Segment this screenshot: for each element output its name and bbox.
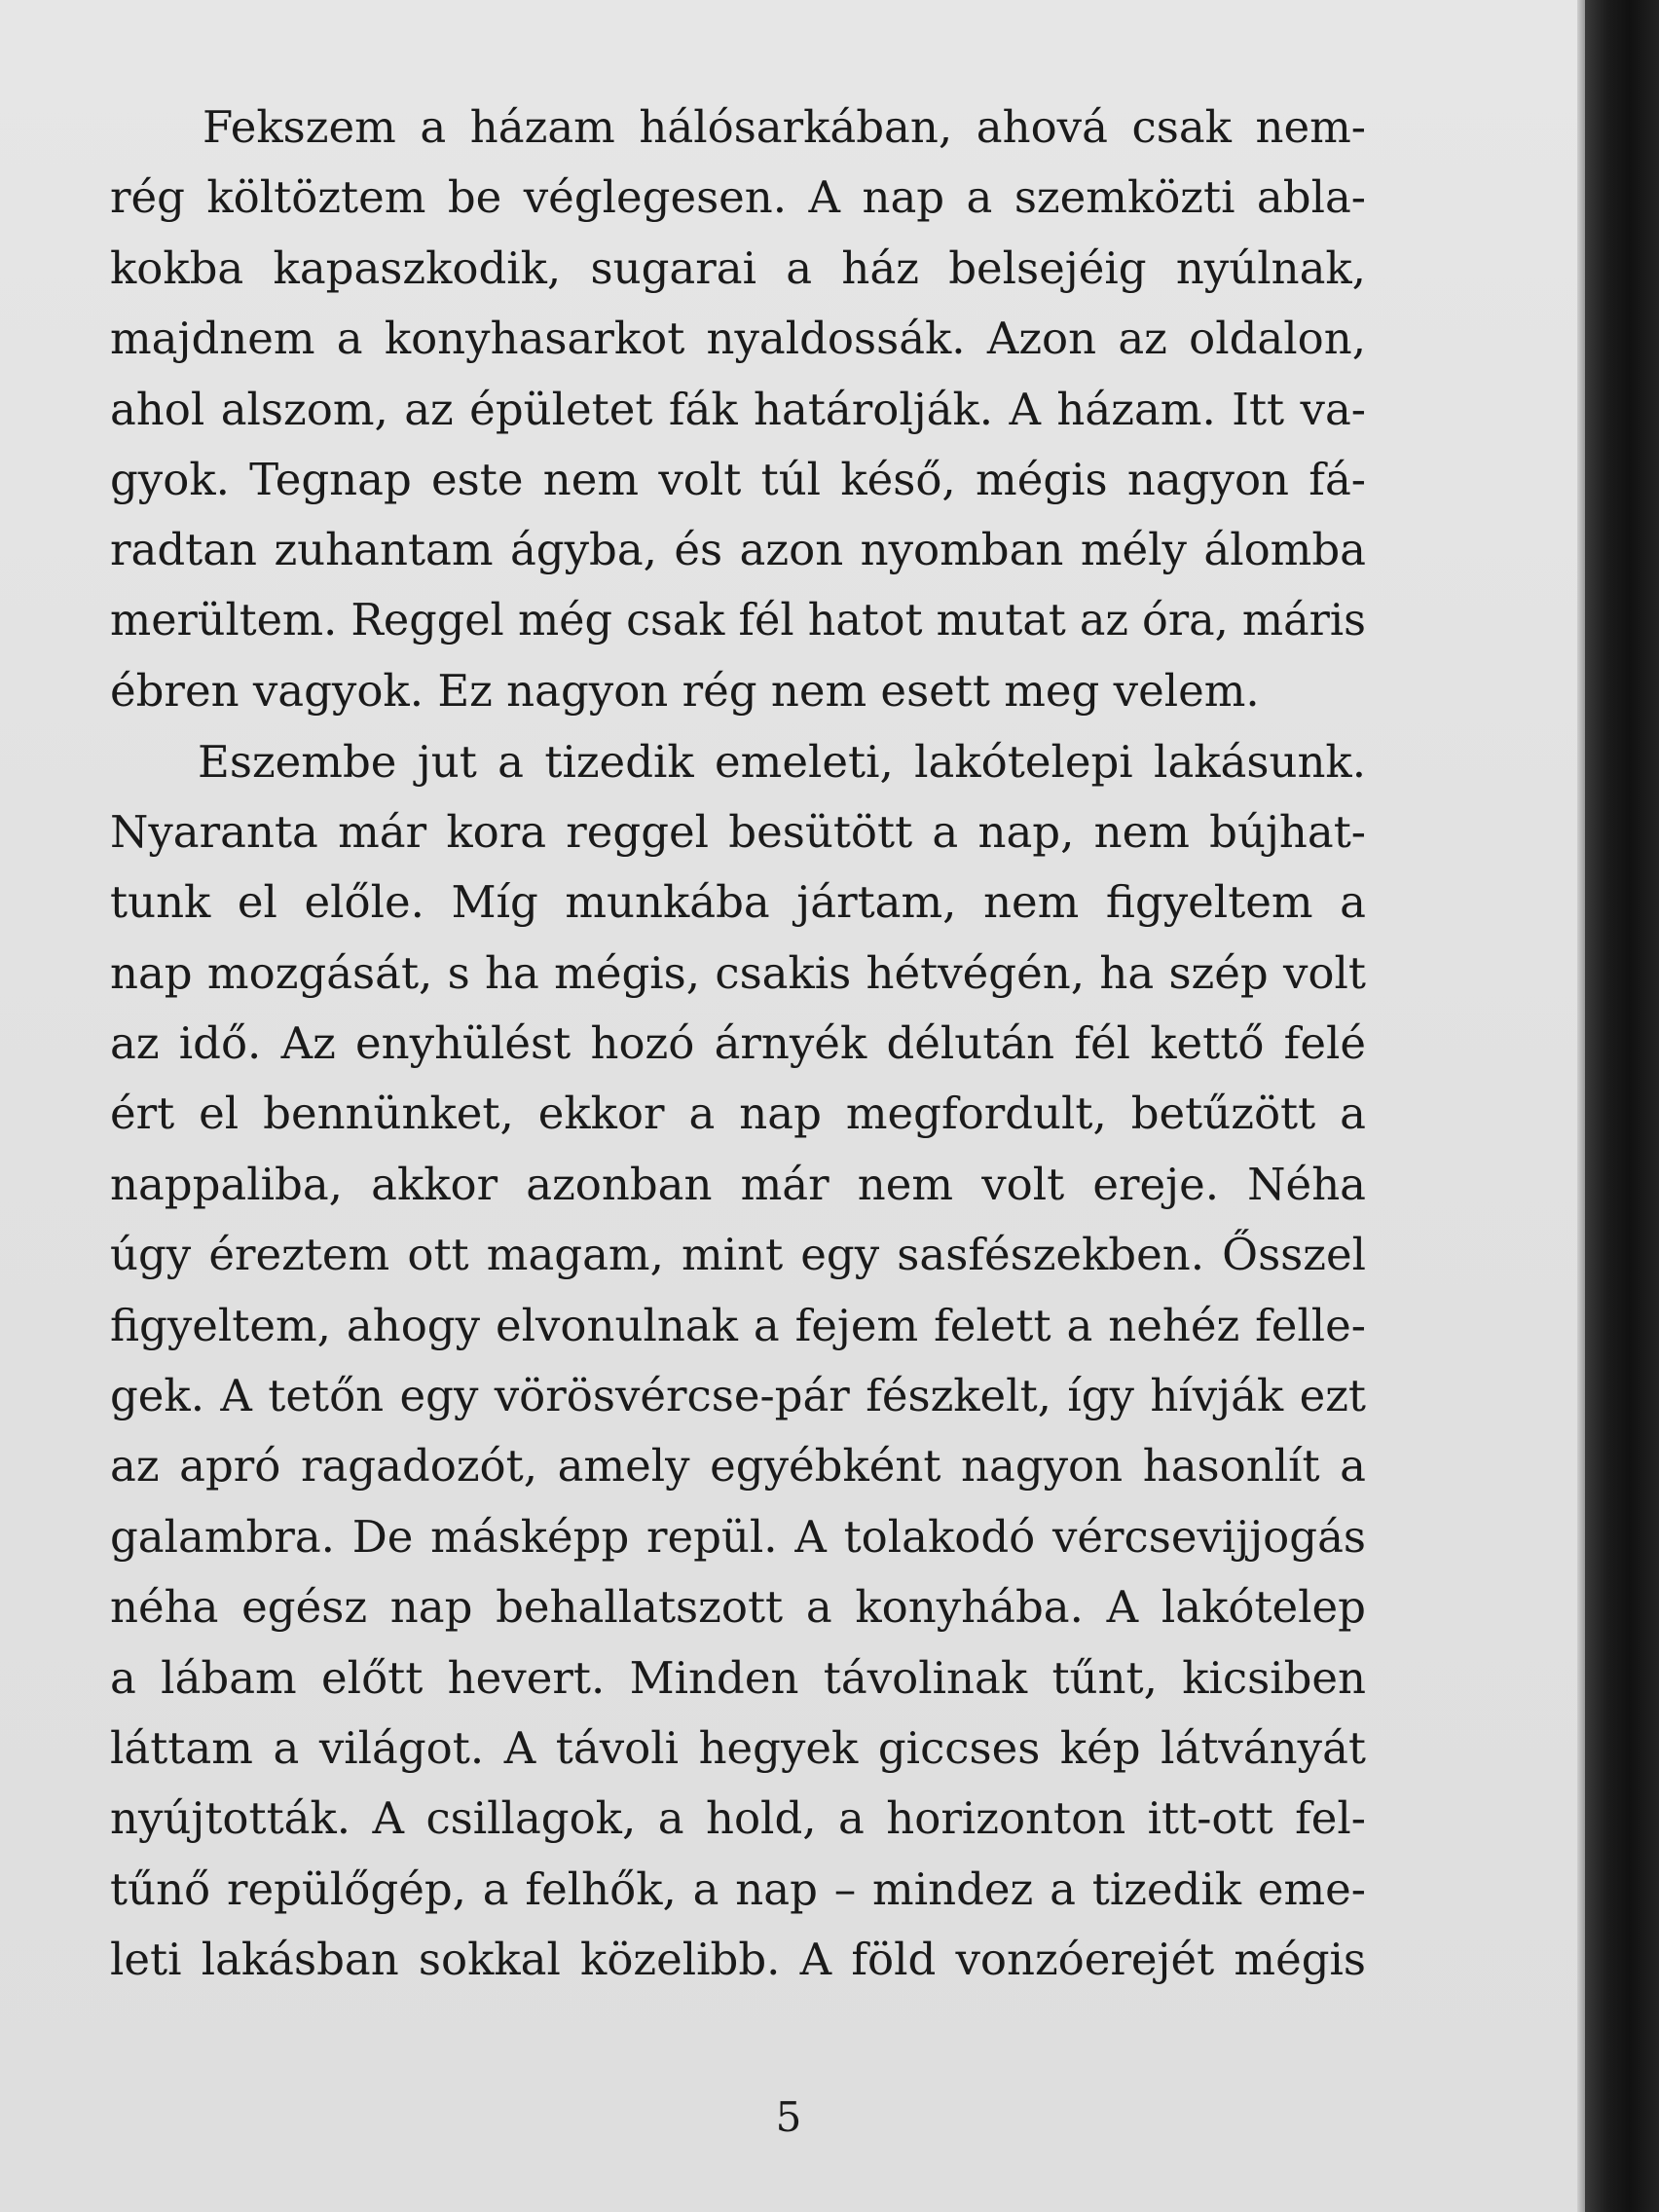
text-line-8: merültem. Reggel még csak fél hatot mutat az óra, máris xyxy=(110,595,1366,645)
book-cover-edge xyxy=(1585,0,1659,2212)
text-line-13: nap mozgását, s ha mégis, csakis hétvégén, ha szép volt xyxy=(110,946,1366,999)
text-line-21: galambra. De másképp repül. A tolakodó vércsevijjogás xyxy=(110,1510,1366,1563)
text-line-14: az idő. Az enyhülést hozó árnyék délután fél kettő felé xyxy=(110,1017,1366,1070)
text-line-19: gek. A tetőn egy vörösvércse-pár fészkelt, így hívják ezt xyxy=(110,1370,1366,1422)
body-text xyxy=(110,92,1366,1996)
text-line-17: úgy éreztem ott magam, mint egy sasfészekben. Ősszel xyxy=(110,1229,1366,1281)
text-line-11: Nyaranta már kora reggel besütött a nap, nem bújhat- xyxy=(110,805,1366,858)
text-line-20: az apró ragadozót, amely egyébként nagyon hasonlít a xyxy=(110,1440,1366,1493)
text-line-25: nyújtották. A csillagok, a hold, a horizonton itt-ott fel- xyxy=(110,1792,1366,1845)
page-number: 5 xyxy=(775,2093,802,2141)
text-line-1: Fekszem a házam hálósarkában, ahová csak nem- xyxy=(203,101,1366,153)
text-line-22: néha egész nap behallatszott a konyhába. A lakótelep xyxy=(110,1581,1366,1634)
text-line-2: rég költöztem be véglegesen. A nap a szemközti abla- xyxy=(110,171,1366,224)
text-line-9: ébren vagyok. Ez nagyon rég nem esett meg velem. xyxy=(110,665,1260,718)
text-line-15: ért el bennünket, ekkor a nap megfordult, betűzött a xyxy=(110,1088,1366,1140)
text-line-27: leti lakásban sokkal közelibb. A föld vonzóerejét mégis xyxy=(110,1934,1366,1986)
text-line-12: tunk el előle. Míg munkába jártam, nem figyeltem a xyxy=(110,876,1366,929)
text-line-5: ahol alszom, az épületet fák határolják. A házam. Itt va- xyxy=(110,383,1366,435)
text-line-16: nappaliba, akkor azonban már nem volt ereje. Néha xyxy=(110,1158,1366,1210)
text-line-23: a lábam előtt hevert. Minden távolinak tűnt, kicsiben xyxy=(110,1651,1366,1704)
text-line-10: Eszembe jut a tizedik emeleti, lakótelepi lakásunk. xyxy=(198,735,1366,788)
text-line-24: láttam a világot. A távoli hegyek giccses kép látványát xyxy=(110,1721,1366,1774)
text-line-6: gyok. Tegnap este nem volt túl késő, mégis nagyon fá- xyxy=(110,453,1366,505)
text-line-3: kokba kapaszkodik, sugarai a ház belsejéig nyúlnak, xyxy=(110,241,1366,294)
text-line-18: figyeltem, ahogy elvonulnak a fejem felett a nehéz felle- xyxy=(110,1299,1366,1351)
text-line-4: majdnem a konyhasarkot nyaldossák. Azon az oldalon, xyxy=(110,313,1366,365)
text-line-7: radtan zuhantam ágyba, és azon nyomban mély álomba xyxy=(110,524,1366,576)
text-line-26: tűnő repülőgép, a felhők, a nap – mindez a tizedik eme- xyxy=(110,1862,1366,1915)
